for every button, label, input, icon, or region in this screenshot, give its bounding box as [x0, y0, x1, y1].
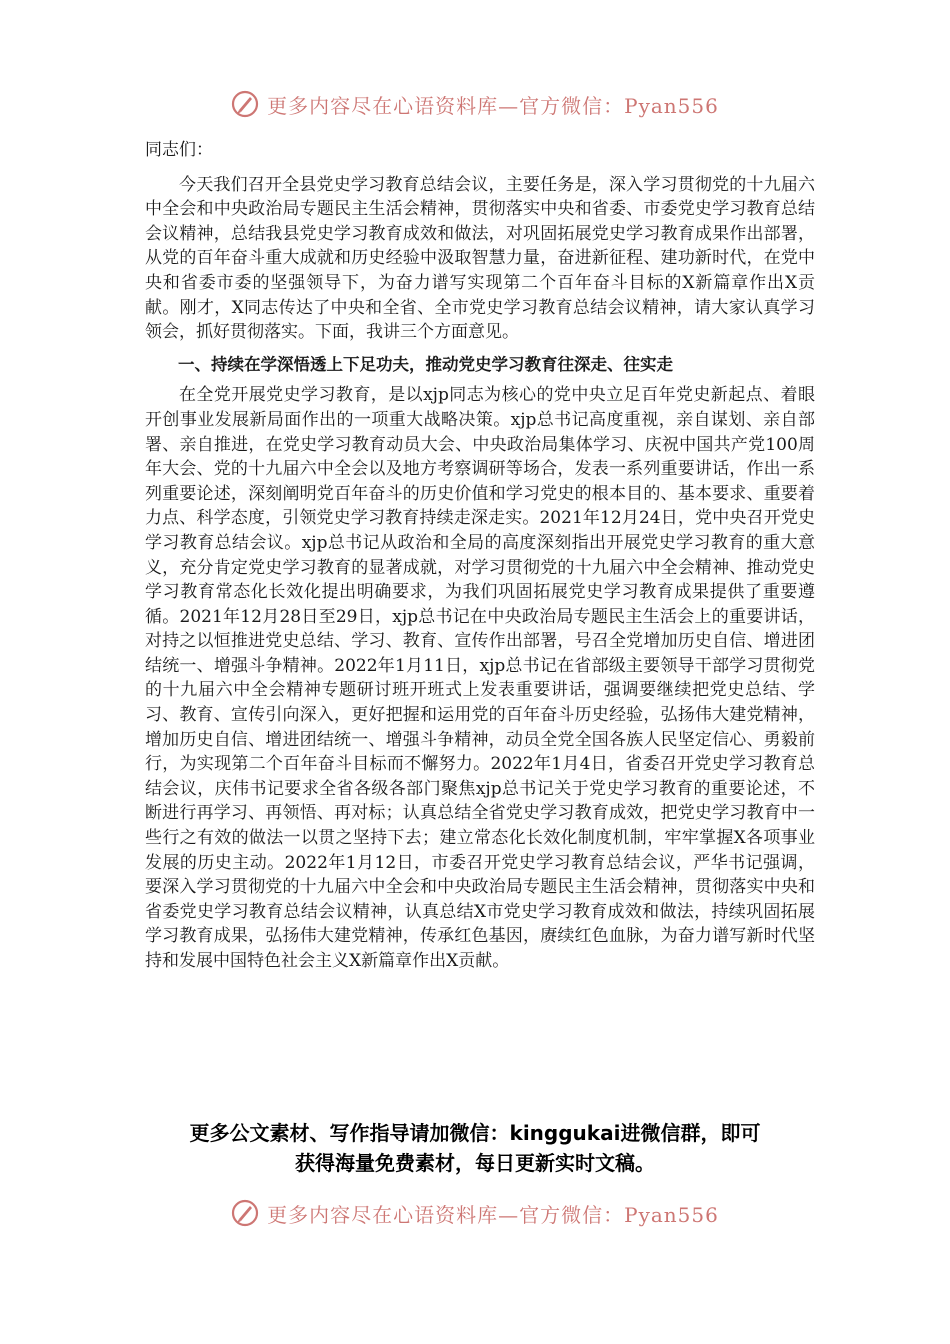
header-watermark-text: 更多内容尽在心语资料库—官方微信：Pyan556: [267, 93, 719, 118]
salutation: 同志们：: [145, 140, 213, 160]
document-body: [145, 138, 815, 974]
quill-seal-icon: [231, 90, 259, 118]
section-1-paragraph: 在全党开展党史学习教育，是以xjp同志为核心的党中央立足百年党史新起点、着眼开创事业发展新局面作出的一项重大战略决策。xjp总书记高度重视，亲自谋划、亲自部署、亲自推进，在党史学习教育动员大会、中央政治局集体学习、庆祝中国共产党100周年大会、党的十九届六中全会以及地方考察调研等场合，发表一系列重要讲话，作出一系列重要论述，深刻阐明党百年奋斗的历史价值和学习党史的根本目的、基本要求、重要着力点、科学态度，引领党史学习教育持续走深走实。2021年12月24日，党中央召开党史学习教育总结会议。xjp总书记从政治和全局的高度深刻指出开展党史学习教育的重大意义，充分肯定党史学习教育的显著成就，对学习贯彻党的十九届六中全会精神、推动党史学习教育常态化长效化提出明确要求，为我们巩固拓展党史学习教育成果提供了重要遵循。2021年12月28日至29日，xjp总书记在中央政治局专题民主生活会上的重要讲话，对持之以恒推进党史总结、学习、教育、宣传作出部署，号召全党增加历史自信、增进团结统一、增强斗争精神。2022年1月11日，xjp总书记在省部级主要领导干部学习贯彻党的十九届六中全会精神专题研讨班开班式上发表重要讲话，强调要继续把党史总结、学习、教育、宣传引向深入，更好把握和运用党的百年奋斗历史经验，弘扬伟大建党精神，增加历史自信、增进团结统一、增强斗争精神，动员全党全国各族人民坚定信心、勇毅前行，为实现第二个百年奋斗目标而不懈努力。2022年1月4日，省委召开党史学习教育总结会议，庆伟书记要求全省各级各部门聚焦xjp总书记关于党史学习教育的重要论述，不断进行再学习、再领悟、再对标；认真总结全省党史学习教育成效，把党史学习教育中一些行之有效的做法一以贯之坚持下去；建立常态化长效化制度机制，牢牢掌握X各项事业发展的历史主动。2022年1月12日，市委召开党史学习教育总结会议，严华书记强调，要深入学习贯彻党的十九届六中全会和中央政治局专题民主生活会精神，贯彻落实中央和省委党史学习教育总结会议精神，认真总结X市党史学习教育成效和做法，持续巩固拓展学习教育成果，弘扬伟大建党精神，传承红色基因，赓续红色血脉，为奋力谱写新时代坚持和发展中国特色社会主义X新篇章作出X贡献。: [145, 385, 815, 971]
section-heading-1: 一、持续在学深悟透上下足功夫，推动党史学习教育往深走、往实走: [178, 354, 673, 374]
promo-block: [120, 1118, 830, 1178]
quill-seal-icon: [231, 1199, 259, 1227]
intro-paragraph: 今天我们召开全县党史学习教育总结会议，主要任务是，深入学习贯彻党的十九届六中全会和中央政治局专题民主生活会精神，贯彻落实中央和省委、市委党史学习教育总结会议精神，总结我县党史学习教育成效和做法，对巩固拓展党史学习教育成果作出部署，从党的百年奋斗重大成就和历史经验中汲取智慧力量，奋进新征程、建功新时代，在党中央和省委市委的坚强领导下，为奋力谱写实现第二个百年奋斗目标的X新篇章作出X贡献。刚才，X同志传达了中央和全省、全市党史学习教育总结会议精神，请大家认真学习领会，抓好贯彻落实。下面，我讲三个方面意见。: [145, 174, 815, 343]
footer-watermark-text: 更多内容尽在心语资料库—官方微信：Pyan556: [267, 1202, 719, 1227]
header-watermark: [0, 84, 950, 124]
promo-line-1: 更多公文素材、写作指导请加微信：kinggukai进微信群，即可: [189, 1121, 761, 1145]
footer-watermark: [0, 1193, 950, 1233]
promo-line-2: 获得海量免费素材，每日更新实时文稿。: [295, 1151, 655, 1175]
